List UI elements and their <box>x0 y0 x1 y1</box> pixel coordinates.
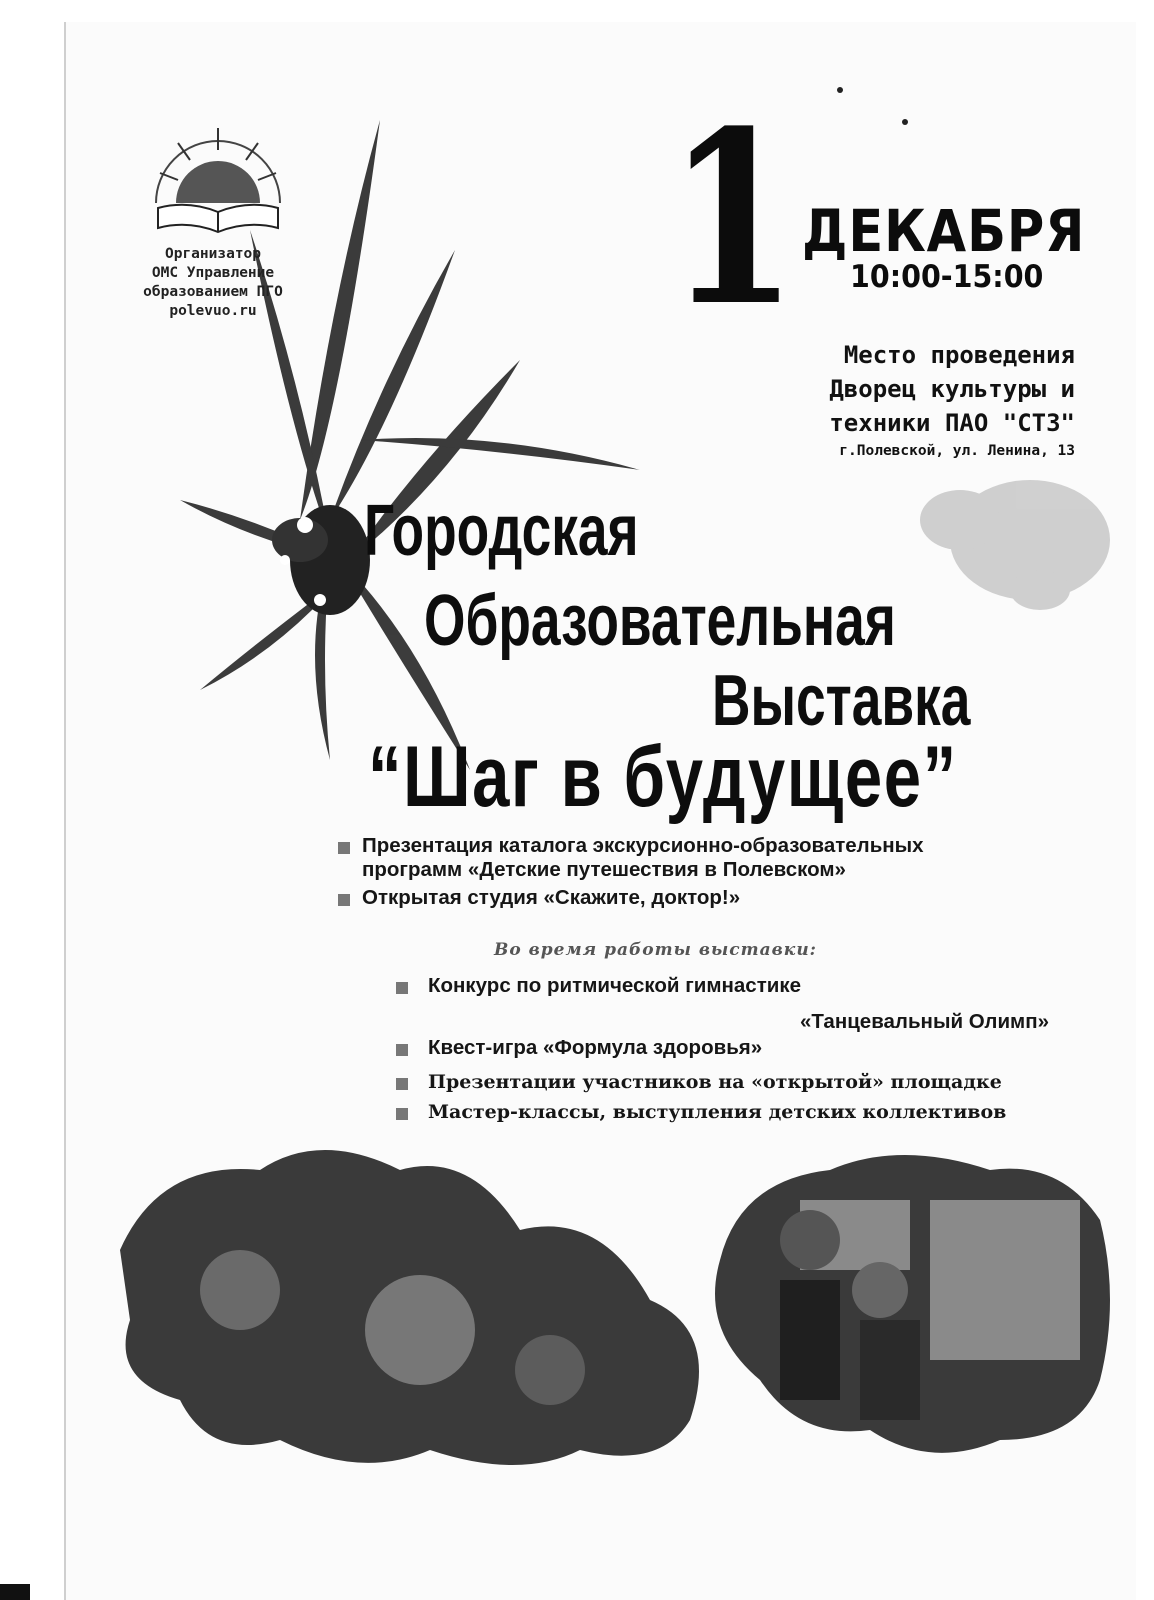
bullet-square-icon <box>396 1044 408 1056</box>
during-exhibition-label: Во время работы выставки: <box>494 940 817 960</box>
venue-block <box>730 338 1075 440</box>
organization-logo <box>138 108 298 248</box>
event-day: 1 <box>668 80 798 359</box>
bullet-square-icon <box>338 894 350 906</box>
organizer-name-line1: ОМС Управление <box>151 265 275 281</box>
title-line-2: Образовательная <box>424 581 896 661</box>
activity-2: Квест-игра «Формула здоровья» <box>428 1036 763 1059</box>
activity-3: Презентации участников на «открытой» площадке <box>428 1071 1002 1093</box>
activity-1-line2: «Танцевальный Олимп» <box>800 1010 1049 1033</box>
organizer-name-line2: образованием ПГО <box>143 284 283 300</box>
event-time: 10:00-15:00 <box>850 259 1044 295</box>
organizer-label: Организатор <box>164 246 262 262</box>
activity-1-line1: Конкурс по ритмической гимнастике <box>428 974 801 997</box>
feature-1-line1: Презентация каталога экскурсионно-образовательных <box>362 834 924 857</box>
title-line-1: Городская <box>364 491 639 571</box>
title-line-3: Выставка <box>712 661 971 741</box>
bullet-square-icon <box>396 982 408 994</box>
bullet-square-icon <box>338 842 350 854</box>
event-month: ДЕКАБРЯ <box>802 197 1086 265</box>
venue-name-line1: Дворец культуры и <box>829 375 1075 403</box>
organizer-website: polevuo.ru <box>169 303 257 319</box>
exhibition-name: “Шаг в будущее” <box>368 729 958 825</box>
organizer-info <box>120 245 306 321</box>
book-sun-emblem-icon <box>138 108 298 248</box>
venue-name-line2: техники ПАО "СТЗ" <box>829 409 1075 437</box>
bullet-square-icon <box>396 1108 408 1120</box>
feature-1-line2: программ «Детские путешествия в Полевском» <box>362 858 846 881</box>
activity-4: Мастер-классы, выступления детских коллективов <box>428 1101 1007 1123</box>
feature-2: Открытая студия «Скажите, доктор!» <box>362 886 741 909</box>
venue-label: Место проведения <box>843 341 1075 369</box>
venue-address: г.Полевской, ул. Ленина, 13 <box>839 443 1075 459</box>
bullet-square-icon <box>396 1078 408 1090</box>
